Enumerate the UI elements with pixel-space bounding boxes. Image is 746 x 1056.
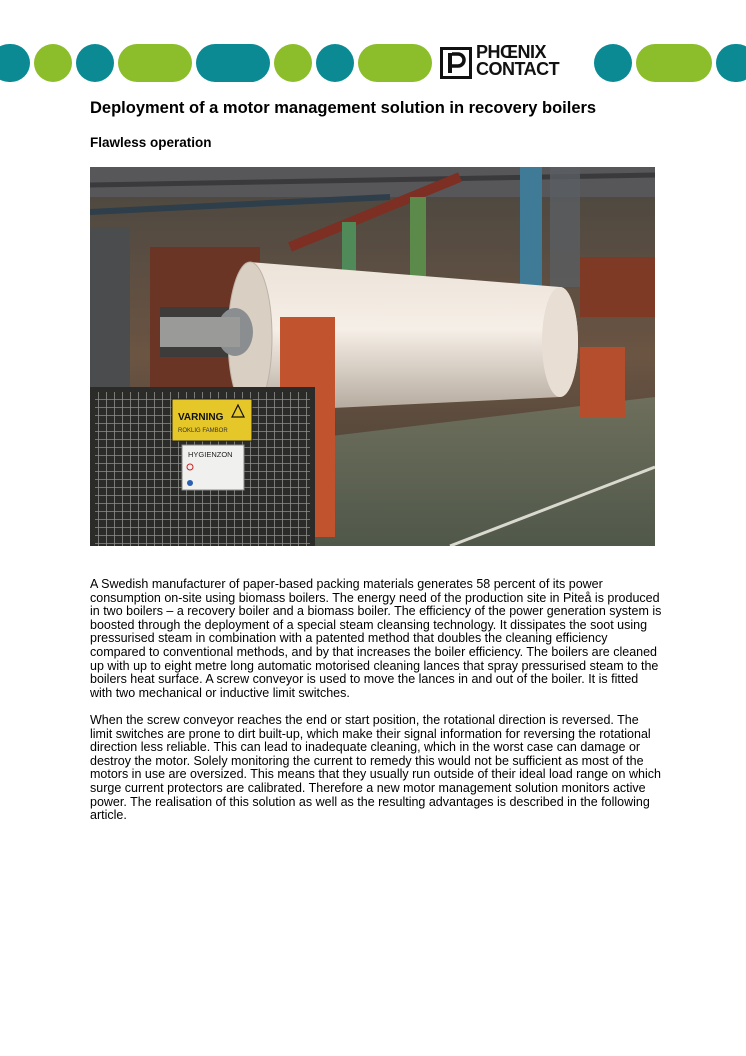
brand-banner xyxy=(0,44,746,82)
sign-warning-subtext: ROKLIG FAMBOR xyxy=(178,428,228,434)
banner-pill xyxy=(636,44,712,82)
banner-pill xyxy=(118,44,192,82)
paper-roll-photo xyxy=(90,167,655,546)
banner-dot xyxy=(274,44,312,82)
paragraph: When the screw conveyor reaches the end or start position, the rotational direction is reversed. The limit switches are prone to dirt built-up, which make their signal information for reversing the rotational direction less reliable. This can lead to inadequate cleaning, which in the worst case can damage or destroy the motor. Solely monitoring the current to remedy this would not be sufficient as most of the motors in use are oversized. This means that they usually run outside of their ideal load range on which surge current protectors are calibrated. Therefore a new motor management solution monitors active power. The realisation of this solution as well as the resulting advantages is described in the following article. xyxy=(90,712,661,823)
document-title: Deployment of a motor management solution in recovery boilers xyxy=(90,99,597,117)
banner-pill xyxy=(358,44,432,82)
sign-hygiene-text: HYGIENZON xyxy=(188,450,233,459)
banner-dot xyxy=(316,44,354,82)
sign-warning-text: VARNING xyxy=(178,412,224,423)
section-heading: Flawless operation xyxy=(90,135,212,150)
mandatory-icon xyxy=(187,480,193,486)
paragraph: A Swedish manufacturer of paper-based packing materials generates 58 percent of its power consumption on-site using biomass boilers. The energy need of the production site in Piteå is produced in two boilers – a recovery boiler and a biomass boiler. The efficiency of the power generation system is boosted through the deployment of a special steam cleansing technology. It dissipates the soot using pressurised steam in combination with a patented method that doubles the cleaning efficiency compared to conventional methods, and by that increases the boiler efficiency. The boilers are cleaned up with up to eight metre long automatic motorised cleaning lances that spray pressurised steam to the boilers heat surface. A screw conveyor is used to move the lances in and out of the boiler. It is fitted with two mechanical or inductive limit switches. xyxy=(90,577,662,700)
banner-dot xyxy=(716,44,746,82)
banner-dot xyxy=(34,44,72,82)
banner-pill xyxy=(196,44,270,82)
logo-line-1: PHŒNIX xyxy=(476,42,547,62)
banner-dot xyxy=(594,44,632,82)
banner-dot xyxy=(0,44,30,82)
phoenix-contact-logo xyxy=(440,44,590,82)
logo-line-2: CONTACT xyxy=(476,59,560,79)
banner-dot xyxy=(76,44,114,82)
article-body xyxy=(90,578,662,836)
logo-mark-icon xyxy=(440,47,472,79)
